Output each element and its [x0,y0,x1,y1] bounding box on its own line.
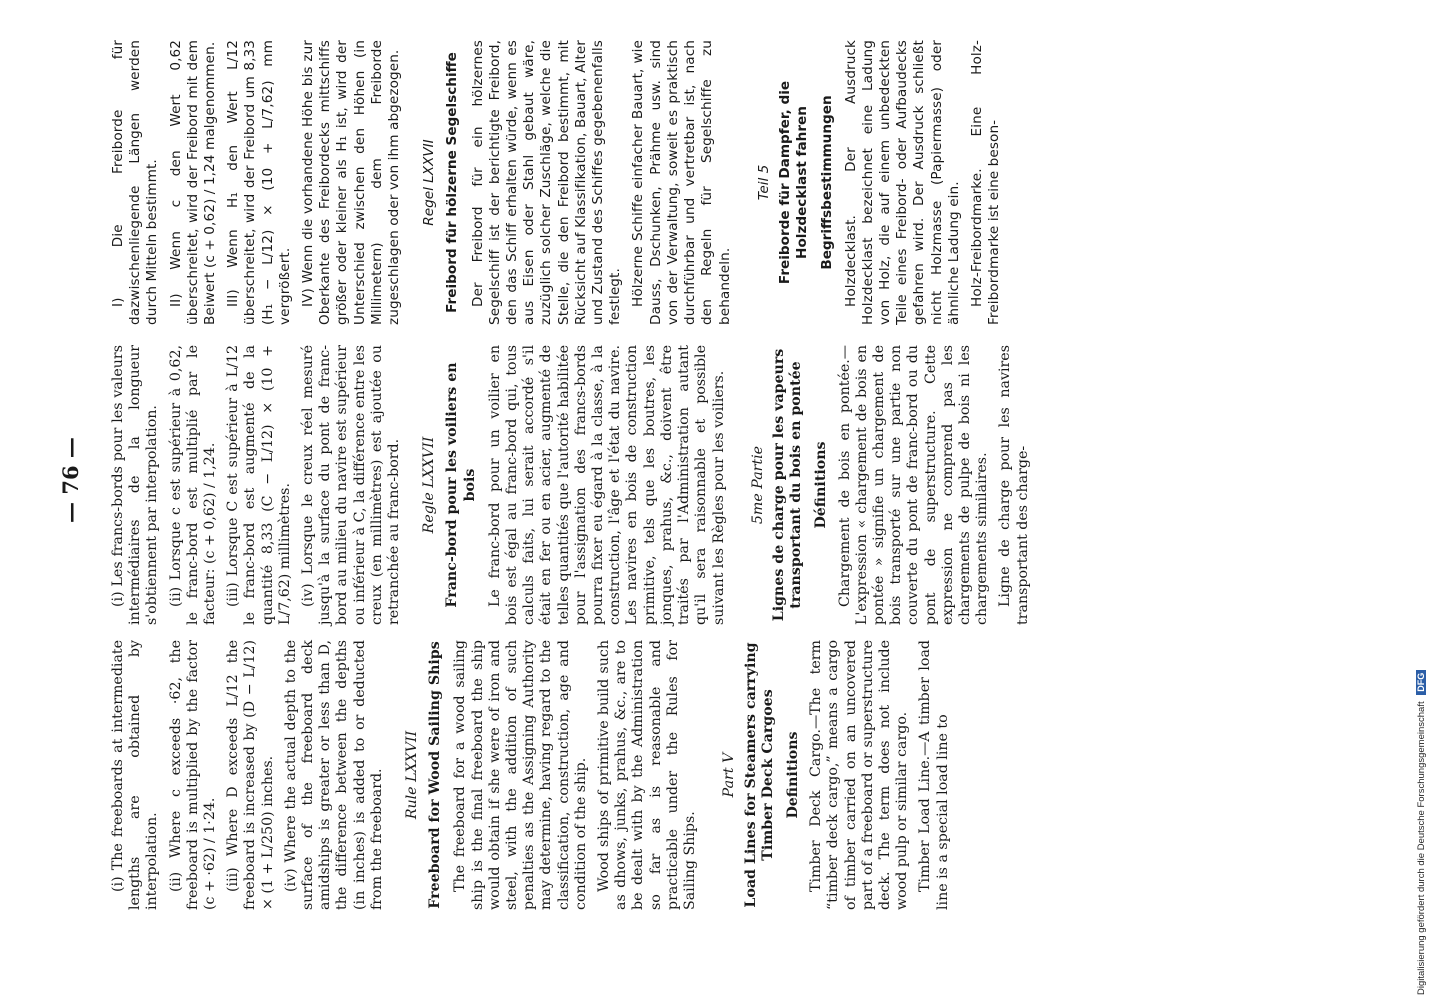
fr-rule-heading: Regle LXXVII [421,436,438,534]
fr-paragraph-actual-depth: (iv) Lorsque le creux réel mesuré jusqu'à la surface du pont de franc-bord au milieu du navire est supérieur ou inférieur à C, la différence entre les creux (en millimètres) est ajoutée ou retranchée au franc-bord. [300,345,403,625]
page-number: — 76 — [58,437,83,523]
de-part-title: Freiborde für Dampfer, die Holzdecklast fahren [776,80,811,285]
credit-text: Digitalisierung gefördert durch die Deutsche Forschungsgemeinschaft [1416,701,1427,995]
fr-paragraph-factor: (ii) Lorsque c est supérieur à 0,62, le franc-bord est multiplié par le facteur: (c + 0,62) / 1,24. [167,345,219,625]
en-paragraph-interpolation: (i) The freeboards at intermediate lengths are obtained by interpolation. [110,640,161,910]
german-column [110,40,1009,325]
fr-paragraph-depth-increase: (iii) Lorsque C est supérieur à L/12 le franc-bord est augmenté de la quantité 8,33 (C − L/12) × (10 + L/7,62) millimètres. [225,345,293,625]
fr-paragraph-timber-load-line: Ligne de charge pour les navires transportant des charge- [997,345,1031,625]
en-paragraph-factor: (ii) Where c exceeds ·62, the freeboard is multiplied by the factor (c + ·62) / 1·24. [167,640,219,910]
fr-paragraph-wood-ships: Le franc-bord pour un voilier en bois est égal au franc-bord qui, tous calculs faits, lui serait accordé s'il était en fer ou en acier, augmenté de telles quantités que l'autorité habilitée pour l'assignation des francs-bords pourra fixer eu égard à la classe, à la construction, l'âge et l'état du navire. Les navires en bois de construction primitive, tels que les boutres, les jonques, prahus, &c., doivent être traités par l'Administration autant qu'il sera raisonnable et possible suivant les Règles pour les voiliers. [486,345,727,625]
de-rule-heading: Regel LXXVII [421,139,438,226]
de-definitions-heading: Begriffsbestimmungen [819,95,836,270]
de-paragraph-timber-load-line: Holz-Freibordmarke. Eine Holz-Freibordmarke ist eine beson- [968,40,1003,325]
en-paragraph-timber-deck-cargo: Timber Deck Cargo.—The term “timber deck cargo,” means a cargo of timber carried on an uncovered part of a freeboard or superstructure deck. The term does not include wood pulp or similar cargo. [808,640,911,910]
en-paragraph-timber-load-line: Timber Load Line.—A timber load line is a special load line to [917,640,951,910]
en-rule-heading: Rule LXXVII [404,730,421,820]
en-paragraph-wood-ships: The freeboard for a wood sailing ship is the final freeboard the ship would obtain if she were of iron and steel, with the addition of such penalties as the Assigning Authority may determine, having regard to the classification, construction, age and condition of the ship. [452,640,589,910]
de-paragraph-wood-ships: Der Freibord für ein hölzernes Segelschiff ist der berichtigte Freibord, den das Schiff erhalten würde, wenn es aus Eisen oder Stahl gebaut wäre, zuzüglich solcher Zuschläge, welche die Stelle, die den Freibord bestimmt, mit Rücksicht auf Klassifikation, Bauart, Alter und Zustand des Schiffes gegebenenfalls festlegt. [469,40,624,325]
fr-definitions-heading: Définitions [813,441,830,529]
de-paragraph-factor: II) Wenn c den Wert 0,62 überschreitet, wird der Freibord mit dem Beiwert (c + 0,62) / 1,24 malgenommen. [167,40,219,325]
de-paragraph-interpolation: I) Die Freiborde für dazwischenliegende Längen werden durch Mitteln bestimmt. [110,40,161,325]
de-part-heading: Teil 5 [755,164,772,201]
en-paragraph-depth-increase: (iii) Where D exceeds L/12 the freeboard is increased by (D − L/12) × (1 + L/250) inches. [225,640,276,910]
digitization-sidebar [1400,0,1434,1000]
dfg-logo: DFG [1416,670,1426,695]
rotated-page [0,30,1300,930]
de-paragraph-actual-depth: IV) Wenn die vorhandene Höhe bis zur Oberkante des Freibordecks mittschiffs größer oder kleiner als H₁ ist, wird der Unterschied zwischen den Höhen (in Millimetern) dem Freiborde zugeschlagen oder von ihm abgezogen. [300,40,403,325]
en-part-heading: Part V [721,752,738,798]
fr-paragraph-interpolation: (i) Les francs-bords pour les valeurs intermédiaires de la longueur s'obtiennent par interpolation. [110,345,161,625]
en-part-title: Load Lines for Steamers carrying Timber Deck Cargoes [742,642,776,908]
digitization-credit [1416,670,1427,995]
fr-part-heading: 5me Partie [749,445,766,525]
fr-rule-title: Franc-bord pour les voiliers en bois [444,362,478,608]
de-paragraph-depth-increase: III) Wenn H₁ den Wert L/12 überschreitet, wird der Freibord um 8,33 (H₁ − L/12) × (10 + L/7,62) mm vergrößert. [225,40,293,325]
de-rule-title: Freibord für hölzerne Segelschiffe [444,52,461,313]
english-column [110,640,958,910]
fr-part-title: Lignes de charge pour les vapeurs transportant du bois en pontée [770,348,805,622]
fr-paragraph-timber-deck-cargo: Chargement de bois en pontée.— L'expression « chargement de bois en pontée » signifie un chargement de bois transporté sur une partie non couverte du pont de franc-bord ou du pont de superstructure. Cette expression ne comprend pas les chargements de pulpe de bois ni les chargements similaires. [836,345,991,625]
de-paragraph-primitive-build: Hölzerne Schiffe einfacher Bauart, wie Dauss, Dschunken, Prähme usw. sind von der Verwaltung, soweit es praktisch durchführbar und vertretbar ist, nach den Regeln für Segelschiffe zu behandeln. [630,40,733,325]
en-paragraph-actual-depth: (iv) Where the actual depth to the surface of the freeboard deck amidships is greater or less than D, the difference between the depths (in inches) is added to or deducted from the freeboard. [282,640,385,910]
en-paragraph-primitive-build: Wood ships of primitive build such as dhows, junks, prahus, &c., are to be dealt with by the Administration so far as is reasonable and practicable under the Rules for Sailing Ships. [596,640,699,910]
french-column [110,345,1038,625]
en-definitions-heading: Definitions [784,731,801,819]
de-paragraph-timber-deck-cargo: Holzdecklast. Der Ausdruck Holzdecklast bezeichnet eine Ladung von Holz, die auf einem unbedeckten Teile eines Freibord- oder Aufbaudecks gefahren wird. Der Ausdruck schließt nicht Holzmasse (Papiermasse) oder ähnliche Ladung ein. [842,40,962,325]
en-rule-title: Freeboard for Wood Sailing Ships [427,641,444,909]
